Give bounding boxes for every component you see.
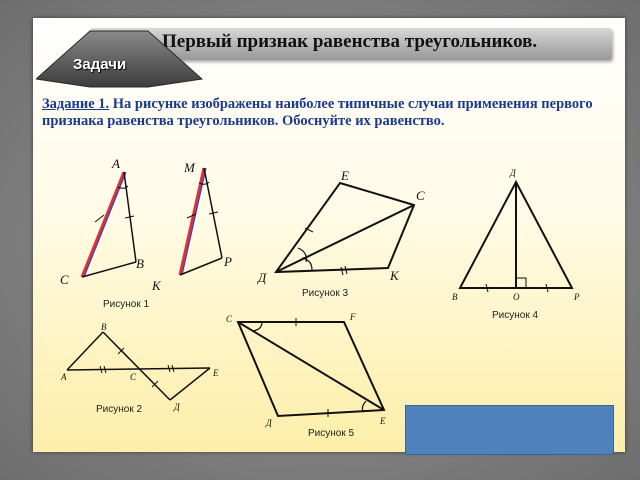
slide-title: Первый признак равенства треугольников. bbox=[162, 31, 538, 52]
fig2-line-ED bbox=[170, 368, 210, 400]
fig4-right-angle bbox=[516, 278, 526, 288]
tasks-label: Задачи bbox=[73, 56, 127, 73]
fig2-label-C: С bbox=[130, 372, 137, 382]
fig4-label-B: В bbox=[452, 292, 458, 302]
fig1-tick bbox=[95, 215, 104, 222]
task-body: На рисунке изображены наиболее типичные случаи применения первого признака равенства треугольников. Обоснуйте их равенство. bbox=[42, 96, 593, 129]
fig2-line-BD bbox=[103, 332, 170, 400]
figure-1 bbox=[60, 156, 232, 310]
fig1-label-M: М bbox=[184, 160, 195, 175]
fig5-diagonal-CE bbox=[238, 322, 384, 410]
fig5-caption: Рисунок 5 bbox=[308, 428, 355, 439]
task-label: Задание 1. bbox=[42, 96, 110, 112]
fig5-label-F: F bbox=[350, 312, 356, 322]
fig1-tri1-side-CA bbox=[82, 172, 124, 277]
fig2-label-A: А bbox=[61, 372, 67, 382]
fig5-angle-arc bbox=[252, 322, 262, 331]
fig1-label-B: В bbox=[136, 256, 144, 271]
fig4-caption: Рисунок 4 bbox=[492, 310, 539, 321]
fig1-label-K: К bbox=[152, 278, 161, 293]
figure-5 bbox=[226, 312, 386, 439]
figure-4 bbox=[452, 168, 580, 321]
fig2-label-D: Д bbox=[174, 402, 180, 412]
fig2-caption: Рисунок 2 bbox=[96, 404, 143, 415]
fig2-line-AE bbox=[67, 368, 210, 370]
fig4-label-D: Д bbox=[510, 168, 516, 178]
fig3-label-D: Д bbox=[258, 270, 267, 285]
fig2-label-E: Е bbox=[213, 368, 219, 378]
fig3-quad bbox=[276, 183, 414, 272]
fig3-tick bbox=[341, 267, 343, 275]
fig3-angle-arc bbox=[302, 258, 312, 270]
fig3-caption: Рисунок 3 bbox=[302, 288, 349, 299]
blue-placeholder-box bbox=[405, 405, 614, 455]
fig5-label-D: Д bbox=[266, 418, 272, 428]
fig3-label-E: Е bbox=[341, 168, 349, 183]
fig2-line-AB bbox=[67, 332, 103, 370]
fig1-label-P: Р bbox=[224, 254, 232, 269]
fig1-tri1-side-CB bbox=[82, 262, 136, 277]
fig3-diagonal-DC bbox=[276, 205, 414, 272]
fig3-label-C: С bbox=[416, 188, 425, 203]
fig1-label-C: С bbox=[60, 272, 69, 287]
fig3-label-K: К bbox=[390, 268, 399, 283]
fig1-label-A: А bbox=[112, 156, 120, 171]
fig1-tri2-side-KP bbox=[180, 258, 222, 275]
fig5-label-C: С bbox=[226, 314, 233, 324]
fig5-label-E: Е bbox=[380, 416, 386, 426]
fig1-caption: Рисунок 1 bbox=[103, 299, 150, 310]
fig2-label-B: В bbox=[101, 322, 107, 332]
fig4-label-P: Р bbox=[574, 292, 580, 302]
figure-3 bbox=[256, 168, 425, 299]
figure-2 bbox=[60, 322, 219, 415]
fig4-label-O: О bbox=[513, 292, 520, 302]
